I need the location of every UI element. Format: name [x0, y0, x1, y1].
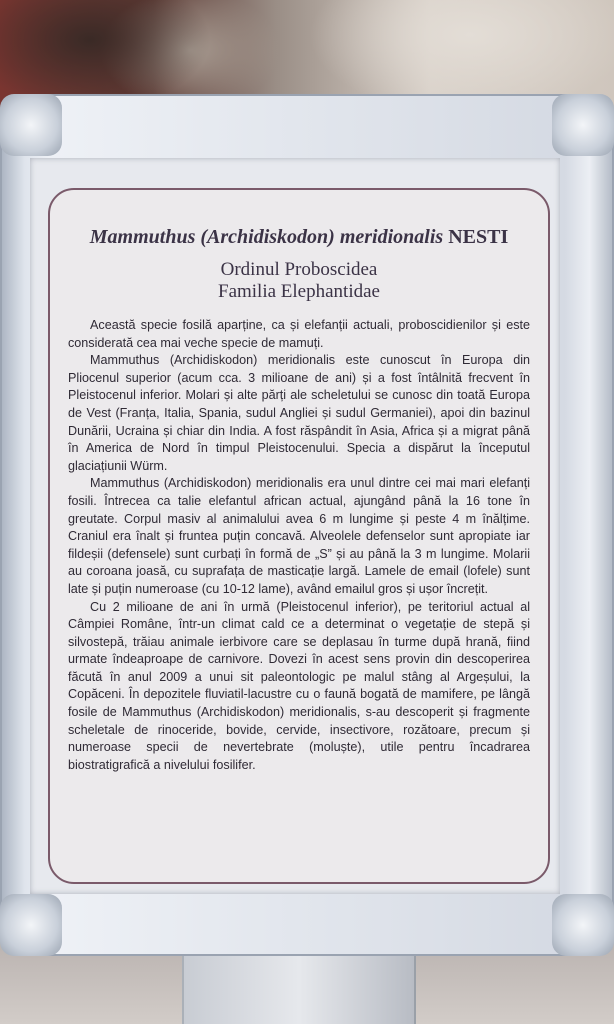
paragraph-romania: Cu 2 milioane de ani în urmă (Pleistocenul inferior), pe teritoriul actual al Câmpiei Române, într-un climat cald ce a determinat o vegetație de stepă și silvostepă, trăiau animale ierbivore care se deplasau în turme după hrană, fiind urmate îndeaproape de carnivore. Dovezi în acest sens provin din descoperirea făcută în anul 2009 a unui sit paleontologic pe malul stâng al Argeșului, la Copăceni. În depozitele fluviatil-lacustre cu o faună bogată de mamifere, pe lângă fosile de Mammuthus (Archidiskodon) meridionalis, s-au descoperit și fragmente scheletale de rinoceride, bovide, cervide, insectivore, rozătoare, precum și numeroase specii de nevertebrate (moluște), utile pentru încadrarea biostratigrafică a nivelului fosilifer.	[68, 599, 530, 772]
title-species: meridionalis	[339, 226, 444, 248]
frame-corner-bottom-left	[0, 894, 62, 956]
species-title	[68, 226, 530, 249]
paragraph-distribution: Mammuthus (Archidiskodon) meridionalis este cunoscut în Europa din Pliocenul superior (acum cca. 3 milioane de ani) și a fost întâlnită frecvent în Pleistocenul inferior. Molari și alte părți ale scheletului se cunosc din toată Europa de Vest (Franța, Italia, Spania, sudul Angliei și sudul Germaniei), apoi din bazinul Dunării, Ucraina și chiar din India. A fost răspândit în Asia, Africa și a migrat până în America de Nord în timpul Pleistocenului. Specia a dispărut la începutul glaciațiunii Würm.	[68, 353, 530, 473]
paragraph-description: Mammuthus (Archidiskodon) meridionalis era unul dintre cei mai mari elefanți fosili. Întrecea ca talie elefantul african actual, ajungând până la 16 tone în greutate. Corpul masiv al animalului avea 6 m lungime și peste 4 m înălțime. Craniul era înalt și fruntea puțin concavă. Alveolele defenselor sunt apropiate iar fildeșii (defensele) sunt curbați în formă de „S” și au până la 3 m lungime. Molarii au coroana joasă, cu suprafața de masticație largă. Lamele de email (lofele) sunt late și puțin numeroase (cu 10-12 lame), având emailul gros și ușor încrețit.	[68, 476, 530, 596]
info-panel	[48, 188, 550, 884]
taxonomy	[68, 259, 530, 303]
title-subgenus: (Archidiskodon)	[200, 226, 335, 248]
frame-corner-bottom-right	[552, 894, 614, 956]
sign-stand	[182, 950, 416, 1024]
frame-corner-top-right	[552, 94, 614, 156]
paragraph-intro: Această specie fosilă aparține, ca și elefanții actuali, proboscidienilor și este considerată cea mai veche specie de mamuți.	[68, 318, 530, 350]
title-genus: Mammuthus	[89, 226, 196, 248]
title-author: NESTI	[448, 226, 509, 248]
frame-corner-top-left	[0, 94, 62, 156]
family-label: Familia Elephantidae	[218, 281, 380, 302]
order-label: Ordinul Proboscidea	[220, 259, 378, 280]
